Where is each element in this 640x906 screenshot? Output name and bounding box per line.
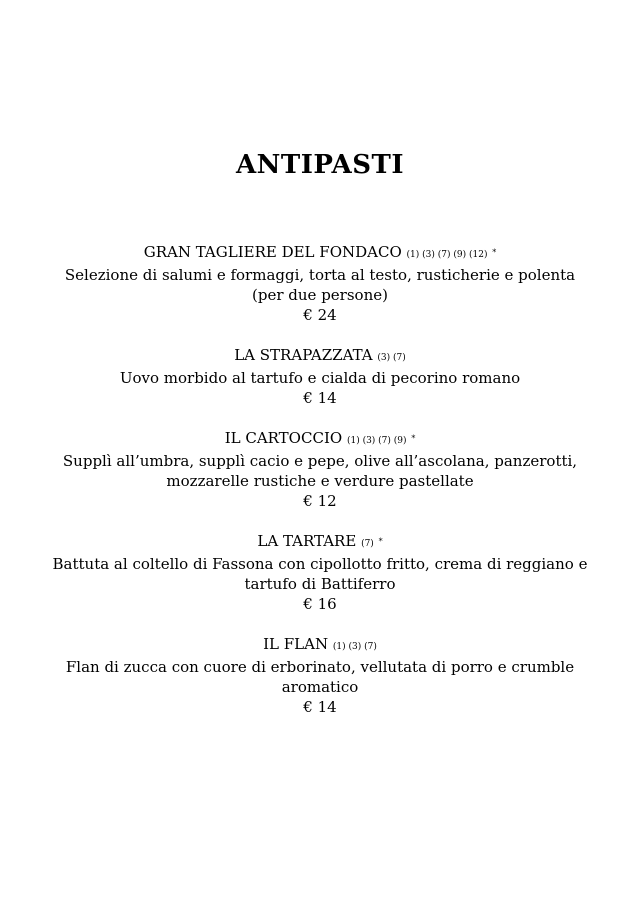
dish-description-line: Supplì all’umbra, supplì cacio e pepe, olive all’ascolana, panzerotti, <box>62 452 578 470</box>
dish-heading <box>40 428 600 451</box>
dish-la-strapazzata <box>40 345 600 408</box>
dish-description-line: Battuta al coltello di Fassona con cipollotto fritto, crema di reggiano e <box>52 555 588 573</box>
dish-price: € 12 <box>303 492 337 510</box>
dish-description-line: Selezione di salumi e formaggi, torta al testo, rusticherie e polenta <box>64 266 576 284</box>
dish-price: € 24 <box>303 306 337 324</box>
dish-description-line: Uovo morbido al tartufo e cialda di pecorino romano <box>119 369 521 387</box>
dish-name: LA STRAPAZZATA <box>234 346 373 364</box>
dish-name: LA TARTARE <box>257 532 357 550</box>
page-title: ANTIPASTI <box>235 150 405 180</box>
dish-il-flan <box>40 634 600 717</box>
dish-description-line: mozzarelle rustiche e verdure pastellate <box>166 472 474 490</box>
dish-star: * <box>378 537 383 546</box>
dish-price: € 14 <box>303 389 337 407</box>
dish-list <box>40 242 600 737</box>
dish-allergens: (1) (3) (7) (9) <box>346 436 407 446</box>
dish-star: * <box>411 434 416 443</box>
dish-description-line: (per due persone) <box>252 286 388 304</box>
dish-price: € 14 <box>303 698 337 716</box>
dish-description-line: aromatico <box>281 678 359 696</box>
dish-description-line: tartufo di Battiferro <box>244 575 396 593</box>
dish-price: € 16 <box>303 595 337 613</box>
dish-description-line: Flan di zucca con cuore di erborinato, vellutata di porro e crumble <box>65 658 575 676</box>
dish-name: IL FLAN <box>263 635 329 653</box>
dish-il-cartoccio <box>40 428 600 511</box>
dish-gran-tagliere <box>40 242 600 325</box>
dish-star: * <box>492 248 497 257</box>
dish-heading <box>40 345 600 368</box>
dish-allergens: (3) (7) <box>377 353 406 363</box>
dish-allergens: (1) (3) (7) (9) (12) <box>406 250 488 260</box>
dish-name: IL CARTOCCIO <box>224 429 343 447</box>
dish-name: GRAN TAGLIERE DEL FONDACO <box>143 243 402 261</box>
dish-heading <box>40 242 600 265</box>
dish-allergens: (7) <box>361 539 374 549</box>
dish-allergens: (1) (3) (7) <box>332 642 377 652</box>
dish-heading <box>40 634 600 657</box>
dish-la-tartare <box>40 531 600 614</box>
dish-heading <box>40 531 600 554</box>
